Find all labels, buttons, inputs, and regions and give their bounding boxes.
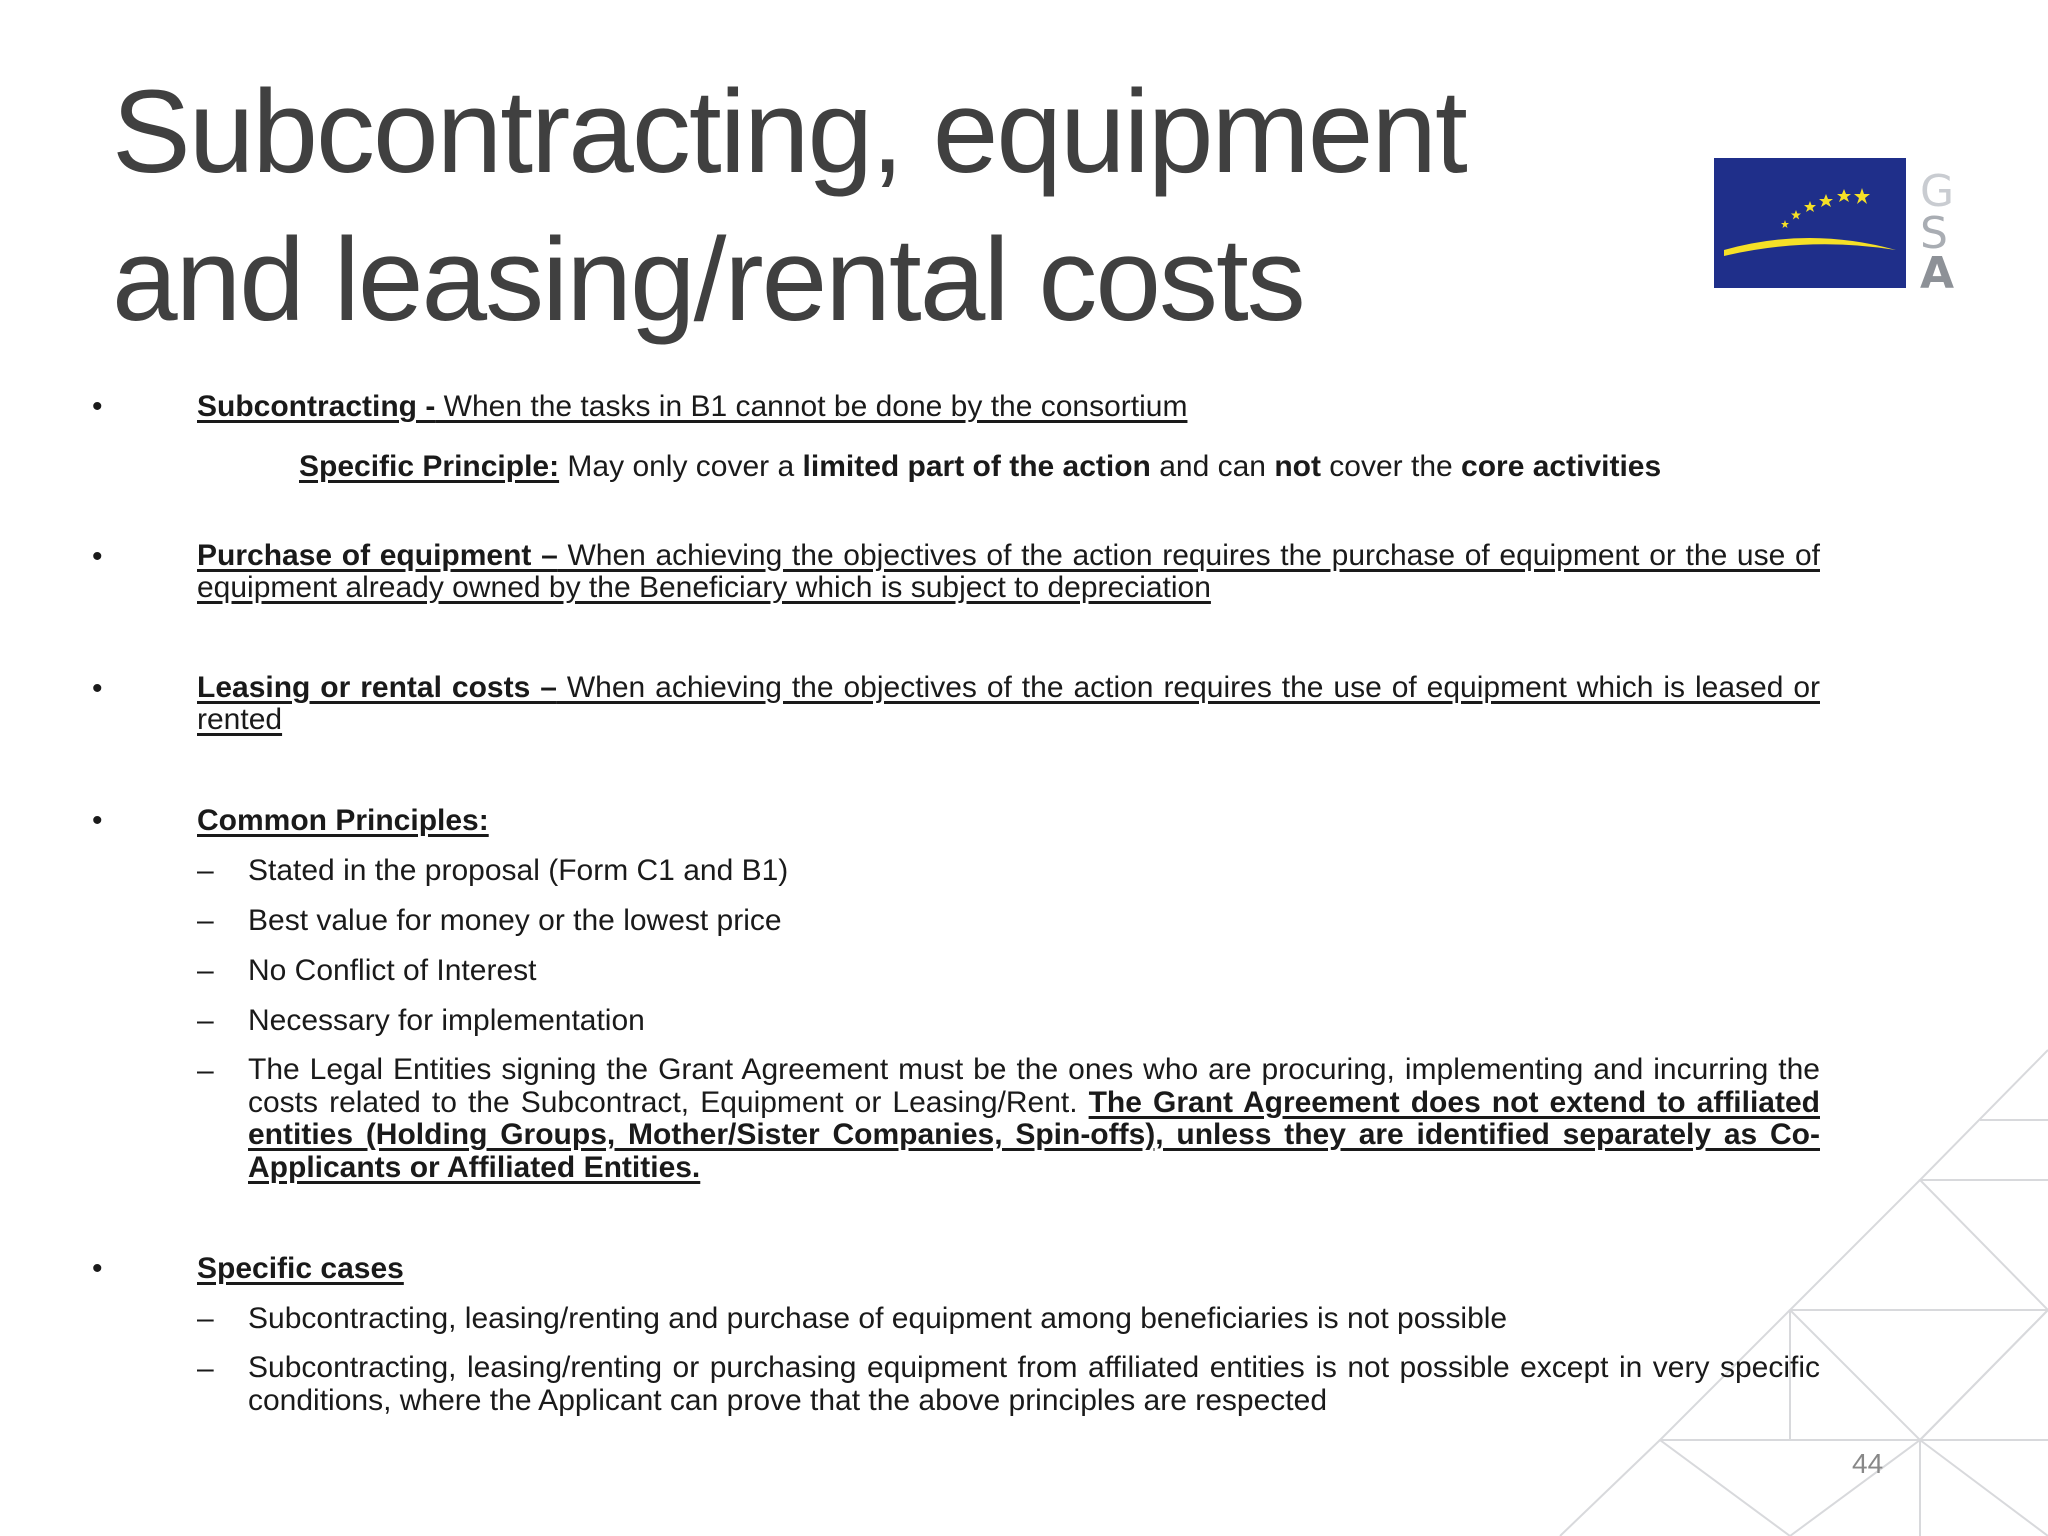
- dash-marker: –: [197, 904, 214, 937]
- specific-case-2: Subcontracting, leasing/renting or purchasing equipment from affiliated entities is not possible except in very specific conditions, where the Applicant can prove that the above principles are respected: [248, 1351, 1820, 1417]
- slide-title-line-1: Subcontracting, equipment: [112, 66, 1466, 198]
- specific-principle-emphasis: core activities: [1461, 450, 1662, 483]
- bullet-subcontracting-text: [197, 390, 1820, 424]
- gsa-logo-letter-a: A: [1920, 248, 1955, 290]
- gsa-logo-letter-s: S: [1920, 208, 1948, 259]
- specific-case-1: Subcontracting, leasing/renting and purchase of equipment among beneficiaries is not possible: [248, 1302, 1508, 1335]
- common-principle-3: No Conflict of Interest: [248, 954, 537, 987]
- bullet-dot: •: [92, 672, 103, 705]
- gsa-logo-letter-g: G: [1920, 166, 1955, 217]
- subcontracting-label: Subcontracting -: [197, 390, 436, 423]
- leasing-description: When achieving the objectives of the action requires the use of equipment which is leased or rented: [197, 671, 1820, 736]
- common-principles-heading: [197, 804, 1820, 838]
- bullet-dot: •: [92, 390, 103, 423]
- specific-principle-text: May only cover a: [559, 450, 803, 483]
- dash-marker: –: [197, 1004, 214, 1037]
- equipment-description: When achieving the objectives of the action requires the purchase of equipment or the use of equipment already owned by the Beneficiary which is subject to depreciation: [197, 539, 1820, 604]
- subcontracting-description: When the tasks in B1 cannot be done by the consortium: [435, 390, 1188, 423]
- gsa-logo-flag: [1714, 158, 1906, 288]
- common-principles-label: Common Principles:: [197, 804, 489, 837]
- specific-principle-emphasis: limited part of the action: [802, 450, 1151, 483]
- common-principle-5-text: The Legal Entities signing the Grant Agreement must be the ones who are procuring, implementing and incurring the costs related to the Subcontract, Equipment or Leasing/Rent.: [248, 1053, 1820, 1119]
- specific-cases-heading: [197, 1252, 1820, 1286]
- specific-cases-label: Specific cases: [197, 1252, 404, 1285]
- slide-title: [112, 58, 1466, 354]
- page-number: 44: [1852, 1448, 1884, 1479]
- gsa-logo: [1714, 158, 1966, 290]
- specific-principle-text: and can: [1150, 450, 1275, 483]
- specific-principle-label: Specific Principle:: [299, 450, 560, 483]
- bullet-equipment-text: [197, 540, 1820, 604]
- common-principle-1: Stated in the proposal (Form C1 and B1): [248, 854, 789, 887]
- common-principle-2: Best value for money or the lowest price: [248, 904, 782, 937]
- specific-principle: [299, 450, 1799, 484]
- common-principle-5-emphasis: The Grant Agreement does not extend to affiliated entities (Holding Groups, Mother/Sister Companies, Spin-offs), unless they are identified separately as Co-Applicants or Affiliated Entities.: [248, 1085, 1820, 1184]
- bullet-dot: •: [92, 540, 103, 573]
- bullet-dot: •: [92, 1252, 103, 1285]
- slide-title-line-2: and leasing/rental costs: [112, 214, 1304, 346]
- bullet-dot: •: [92, 804, 103, 837]
- specific-principle-emphasis: not: [1274, 450, 1321, 483]
- dash-marker: –: [197, 954, 214, 987]
- common-principle-5: [248, 1054, 1820, 1184]
- specific-principle-text: cover the: [1320, 450, 1462, 483]
- dash-marker: –: [197, 1352, 214, 1385]
- dash-marker: –: [197, 854, 214, 887]
- dash-marker: –: [197, 1054, 214, 1087]
- equipment-label: Purchase of equipment –: [197, 539, 558, 572]
- common-principle-4: Necessary for implementation: [248, 1004, 645, 1037]
- leasing-label: Leasing or rental costs –: [197, 671, 557, 704]
- dash-marker: –: [197, 1302, 214, 1335]
- bullet-leasing-text: [197, 672, 1820, 736]
